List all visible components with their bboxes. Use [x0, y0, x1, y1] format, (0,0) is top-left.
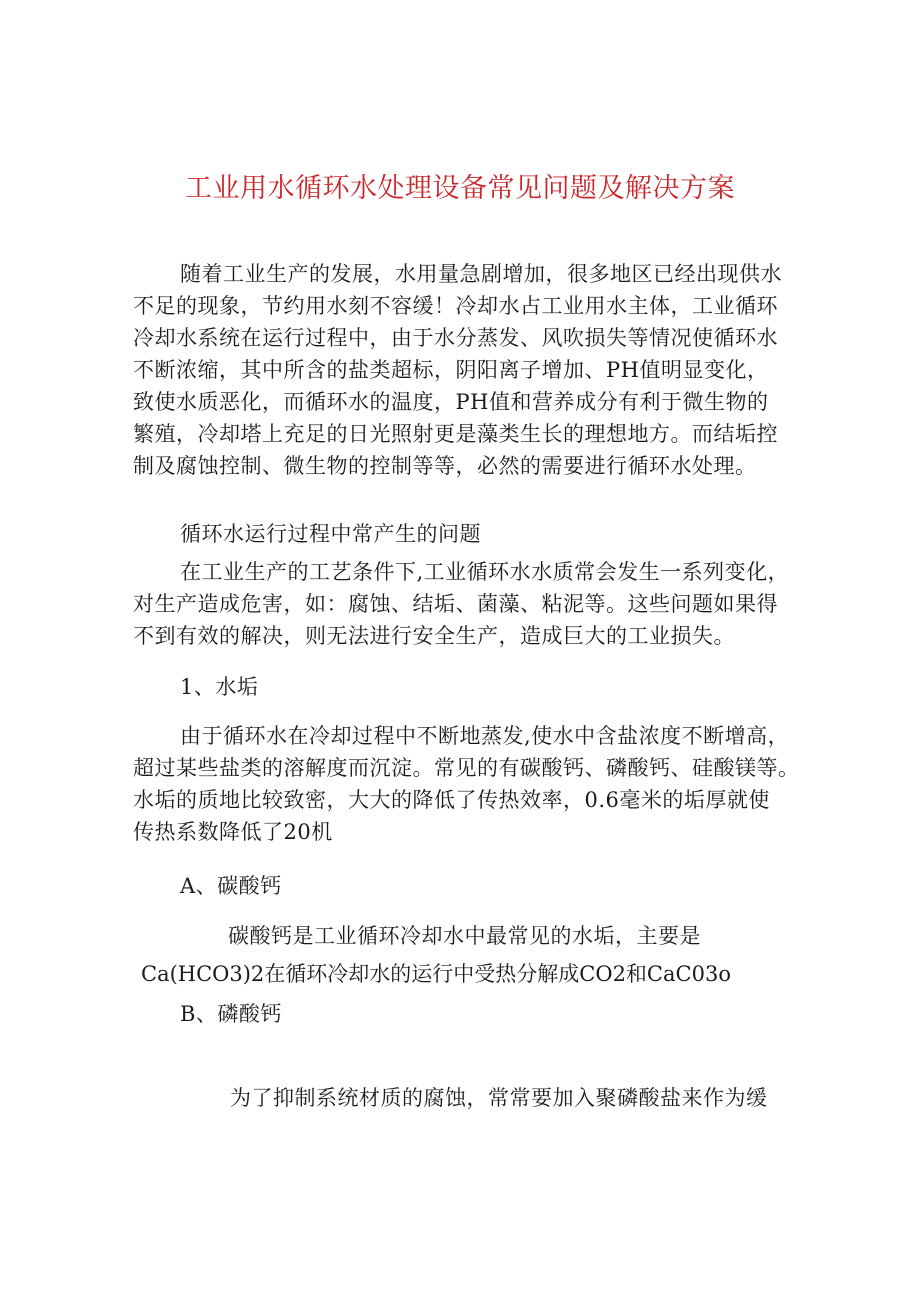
text-line: 繁殖，冷却塔上充足的日光照射更是藻类生长的理想地方。而结垢控	[133, 422, 778, 446]
calcium-carbonate-paragraph	[133, 920, 793, 992]
text-line: 为了抑制系统材质的腐蚀，常常要加入聚磷酸盐来作为缓	[230, 1086, 768, 1110]
document-title: 工业用水循环水处理设备常见问题及解决方案	[185, 173, 735, 204]
text-line: 在工业生产的工艺条件下,工业循环水水质常会发生一系列变化，	[180, 560, 790, 584]
text-line: B、磷酸钙	[180, 1002, 282, 1026]
text-line: 1、水垢	[180, 675, 259, 699]
text-line: 碳酸钙是工业循环冷却水中最常见的水垢，主要是	[228, 924, 701, 948]
calcium-phosphate-paragraph	[133, 1082, 793, 1114]
text-line: 随着工业生产的发展，水用量急剧增加，很多地区已经出现供水	[180, 262, 782, 286]
text-line: 冷却水系统在运行过程中，由于水分蒸发、风吹损失等情况使循环水	[133, 326, 778, 350]
text-line: 对生产造成危害，如：腐蚀、结垢、菌藻、粘泥等。这些问题如果得	[133, 592, 778, 616]
text-line: Ca(HCO3)2在循环冷却水的运行中受热分解成CO2和CaC03o	[141, 962, 731, 986]
text-line: 不到有效的解决，则无法进行安全生产，造成巨大的工业损失。	[133, 624, 735, 648]
text-line: 传热系数降低了20机	[133, 820, 333, 844]
intro-paragraph	[133, 258, 793, 482]
text-line: 循环水运行过程中常产生的问题	[180, 522, 481, 546]
text-line: 致使水质恶化，而循环水的温度，PH值和营养成分有利于微生物的	[133, 390, 769, 414]
section-heading	[133, 518, 793, 550]
scale-paragraph	[133, 720, 800, 848]
text-line: A、碳酸钙	[180, 874, 282, 898]
text-line: 水垢的质地比较致密，大大的降低了传热效率，0.6毫米的垢厚就使	[133, 788, 770, 812]
text-line: 不断浓缩，其中所含的盐类超标，阴阳离子增加、PH值明显变化，	[133, 358, 769, 382]
problems-paragraph	[133, 556, 793, 652]
text-line: 由于循环水在冷却过程中不断地蒸发,使水中含盐浓度不断增高，	[180, 724, 790, 748]
subsection-heading-calcium-carbonate	[133, 870, 793, 902]
text-line: 不足的现象，节约用水刻不容缓！冷却水占工业用水主体，工业循环	[133, 294, 778, 318]
subsection-heading-calcium-phosphate	[133, 998, 793, 1030]
text-line: 制及腐蚀控制、微生物的控制等等，必然的需要进行循环水处理。	[133, 454, 757, 478]
section-heading-scale	[133, 671, 793, 703]
text-line: 超过某些盐类的溶解度而沉淀。常见的有碳酸钙、磷酸钙、硅酸镁等。	[133, 756, 800, 780]
